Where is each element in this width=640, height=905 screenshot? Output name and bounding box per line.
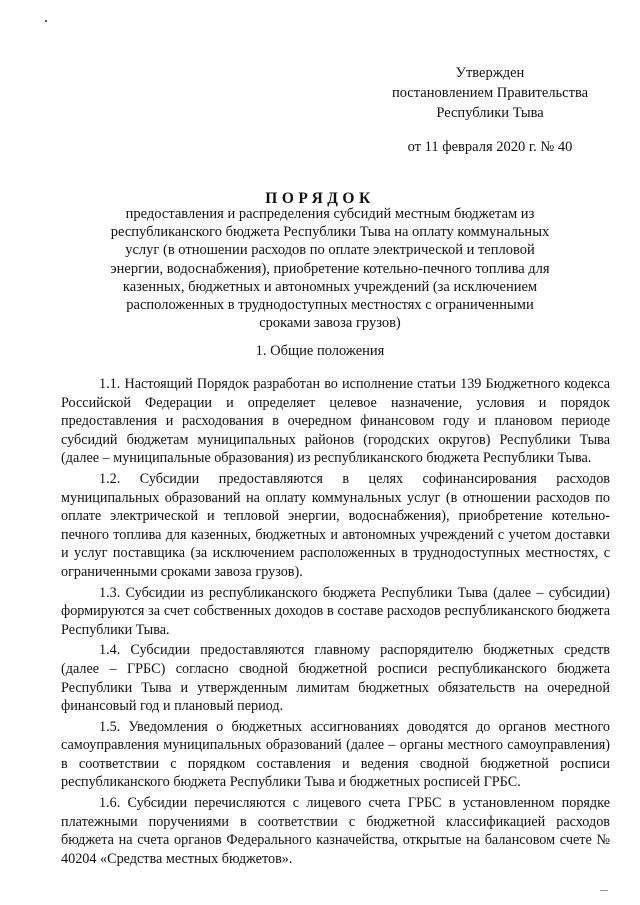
paragraph-1-1: 1.1. Настоящий Порядок разработан во исполнение статьи 139 Бюджетного кодекса Российской Федерации и определяет целевое назначение, условия и порядок предоставления и расходования в очередном финансовом году и плановом периоде субсидий бюджетам муниципальных районов (городских округов) Республики Тыва (далее – муниципальные образования) из республиканского бюджета Республики Тыва. bbox=[61, 376, 610, 467]
paragraph-1-2: 1.2. Субсидии предоставляются в целях софинансирования расходов муниципальных образований на оплату коммунальных услуг (в отношении расходов по оплате электрической и тепловой энергии, водоснабжения), приобретение котельно-печного топлива для казенных, бюджетных и автономных учреждений с учетом доставки и услуг поставщика (за исключением расположенных в труднодоступных местностях, с ограниченными сроками завоза грузов). bbox=[61, 470, 610, 580]
approval-block bbox=[380, 63, 600, 157]
document-title: ПОРЯДОК bbox=[265, 190, 375, 207]
paragraph-1-5: 1.5. Уведомления о бюджетных ассигнованиях доводятся до органов местного самоуправления муниципальных образований (далее – органы местного самоуправления) в соответствии с порядком составления и ведения сводной бюджетной росписи республиканского бюджета Республики Тыва и бюджетных росписей ГРБС. bbox=[61, 718, 610, 791]
paragraph-1-4: 1.4. Субсидии предоставляются главному распорядителю бюджетных средств (далее – ГРБС) согласно сводной бюджетной росписи республиканского бюджета Республики Тыва и утвержденным лимитам бюджетных обязательств на очередной финансовый год и плановый период. bbox=[61, 642, 610, 715]
scan-mark bbox=[600, 890, 608, 891]
approval-line-resolution: постановлением Правительства bbox=[391, 85, 589, 101]
section-heading: 1. Общие положения bbox=[255, 343, 385, 359]
approval-date: от 11 февраля 2020 г. № 40 bbox=[407, 139, 573, 155]
approval-line-republic: Республики Тыва bbox=[436, 105, 544, 121]
approval-line-approved: Утвержден bbox=[455, 65, 525, 81]
scan-speck bbox=[45, 20, 47, 22]
document-subtitle: предоставления и распределения субсидий местным бюджетам из республиканского бюджета Республики Тыва на оплату коммунальных услуг (в отношении расходов по оплате электрической и тепловой энергии, водоснабжения), приобретение котельно-печного топлива для казенных, бюджетных и автономных учреждений (за исключением расположенных в труднодоступных местностях с ограниченными сроками завоза грузов) bbox=[110, 206, 550, 332]
paragraph-1-6: 1.6. Субсидии перечисляются с лицевого счета ГРБС в установленном порядке платежными поручениями в соответствии с бюджетной классификацией расходов бюджета на счета органов Федерального казначейства, открытые на балансовом счете № 40204 «Средства местных бюджетов». bbox=[61, 795, 610, 867]
paragraph-1-3: 1.3. Субсидии из республиканского бюджета Республики Тыва (далее – субсидии) формируются за счет собственных доходов в составе расходов республиканского бюджета Республики Тыва. bbox=[61, 584, 610, 638]
document-body bbox=[61, 375, 610, 870]
